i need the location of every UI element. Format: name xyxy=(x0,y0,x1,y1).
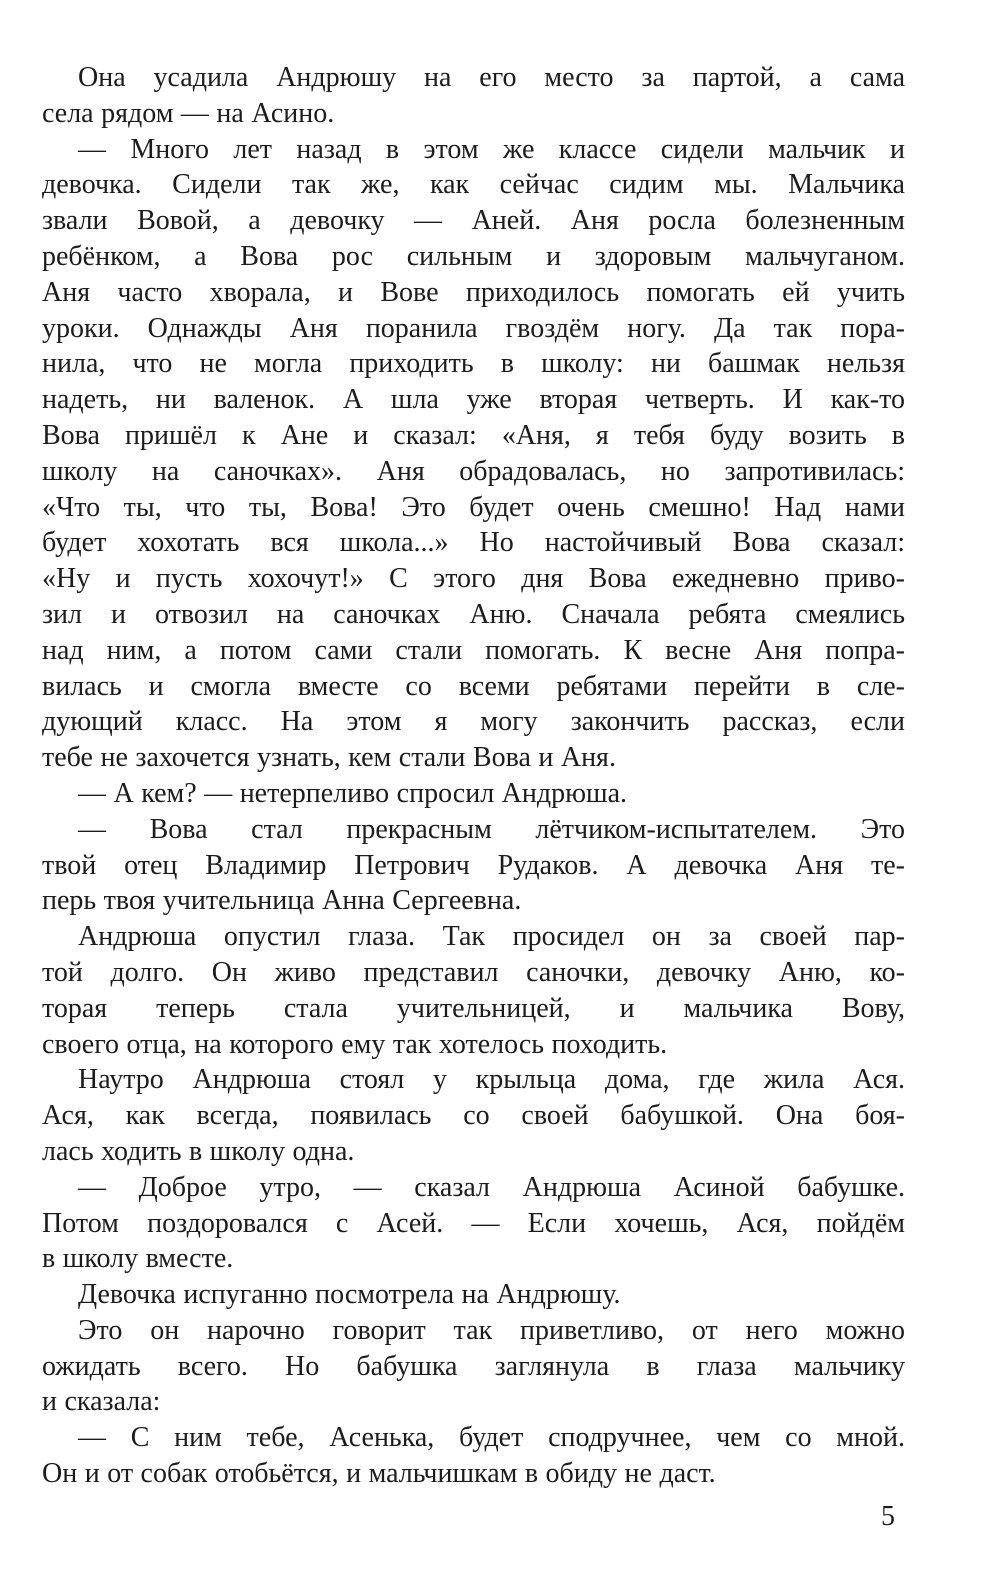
text-line: Потом поздоровался с Асей. — Если хочешь, Ася, пойдём xyxy=(42,1207,905,1239)
paragraph xyxy=(42,1062,905,1169)
text-line: надеть, ни валенок. А шла уже вторая четверть. И как-то xyxy=(42,384,905,416)
paragraph xyxy=(42,1313,905,1420)
text-line: Он и от собак отобьётся, и мальчишкам в обиду не даст. xyxy=(42,1458,716,1490)
text-line: вилась и смогла вместе со всеми ребятами перейти в сле- xyxy=(42,670,905,702)
text-line: уроки. Однажды Аня поранила гвоздём ногу. Да так пора- xyxy=(42,312,905,344)
text-line: «Что ты, что ты, Вова! Это будет очень смешно! Над нами xyxy=(42,491,905,523)
text-line: зил и отвозил на саночках Аню. Сначала ребята смеялись xyxy=(42,598,905,630)
paragraph xyxy=(42,60,905,132)
text-line: той долго. Он живо представил саночки, девочку Аню, ко- xyxy=(42,956,905,988)
text-line: девочка. Сидели так же, как сейчас сидим мы. Мальчика xyxy=(42,169,905,201)
text-line: Девочка испуганно посмотрела на Андрюшу. xyxy=(78,1279,621,1311)
text-line: Наутро Андрюша стоял у крыльца дома, где жила Ася. xyxy=(78,1064,905,1096)
text-line: школу на саночках». Аня обрадовалась, но запротивилась: xyxy=(42,455,905,487)
text-line: лась ходить в школу одна. xyxy=(42,1135,355,1167)
text-line: перь твоя учительница Анна Сергеевна. xyxy=(42,885,522,917)
text-line: и сказала: xyxy=(42,1386,161,1418)
paragraph xyxy=(42,812,905,919)
text-line: — Много лет назад в этом же классе сидели мальчик и xyxy=(78,133,905,165)
paragraph xyxy=(42,776,905,812)
text-line: Это он нарочно говорит так приветливо, от него можно xyxy=(78,1314,905,1346)
text-line: торая теперь стала учительницей, и мальчика Вову, xyxy=(42,992,905,1024)
paragraph xyxy=(42,919,905,1062)
text-line: — Вова стал прекрасным лётчиком-испытателем. Это xyxy=(78,813,905,845)
text-line: «Ну и пусть хохочут!» С этого дня Вова ежедневно приво- xyxy=(42,563,905,595)
text-line: над ним, а потом сами стали помогать. К весне Аня попра- xyxy=(42,634,905,666)
text-line: Андрюша опустил глаза. Так просидел он за своей пар- xyxy=(78,921,905,953)
text-line: Ася, как всегда, появилась со своей бабушкой. Она боя- xyxy=(42,1100,905,1132)
text-line: звали Вовой, а девочку — Аней. Аня росла болезненным xyxy=(42,205,905,237)
text-line: села рядом — на Асино. xyxy=(42,97,335,129)
text-line: дующий класс. На этом я могу закончить рассказ, если xyxy=(42,706,905,738)
text-line: нила, что не могла приходить в школу: ни башмак нельзя xyxy=(42,348,905,380)
text-line: твой отец Владимир Петрович Рудаков. А девочка Аня те- xyxy=(42,849,905,881)
page-number: 5 xyxy=(881,1500,895,1532)
text-line: Аня часто хворала, и Вове приходилось помогать ей учить xyxy=(42,276,905,308)
text-line: ребёнком, а Вова рос сильным и здоровым мальчуганом. xyxy=(42,240,905,272)
paragraph xyxy=(42,132,905,776)
text-line: Вова пришёл к Ане и сказал: «Аня, я тебя буду возить в xyxy=(42,419,905,451)
text-line: будет хохотать вся школа...» Но настойчивый Вова сказал: xyxy=(42,527,905,559)
text-column xyxy=(42,60,905,1492)
paragraph xyxy=(42,1170,905,1277)
text-line: тебе не захочется узнать, кем стали Вова и Аня. xyxy=(42,742,616,774)
text-line: — С ним тебе, Асенька, будет сподручнее, чем со мной. xyxy=(78,1422,905,1454)
text-line: Она усадила Андрюшу на его место за партой, а сама xyxy=(78,62,905,93)
paragraph xyxy=(42,1420,905,1492)
text-line: своего отца, на которого ему так хотелось походить. xyxy=(42,1028,668,1060)
text-line: в школу вместе. xyxy=(42,1243,234,1275)
paragraph xyxy=(42,1277,905,1313)
text-line: — А кем? — нетерпеливо спросил Андрюша. xyxy=(78,777,628,809)
text-line: — Доброе утро, — сказал Андрюша Асиной бабушке. xyxy=(78,1171,905,1203)
text-line: ожидать всего. Но бабушка заглянула в глаза мальчику xyxy=(42,1350,905,1382)
